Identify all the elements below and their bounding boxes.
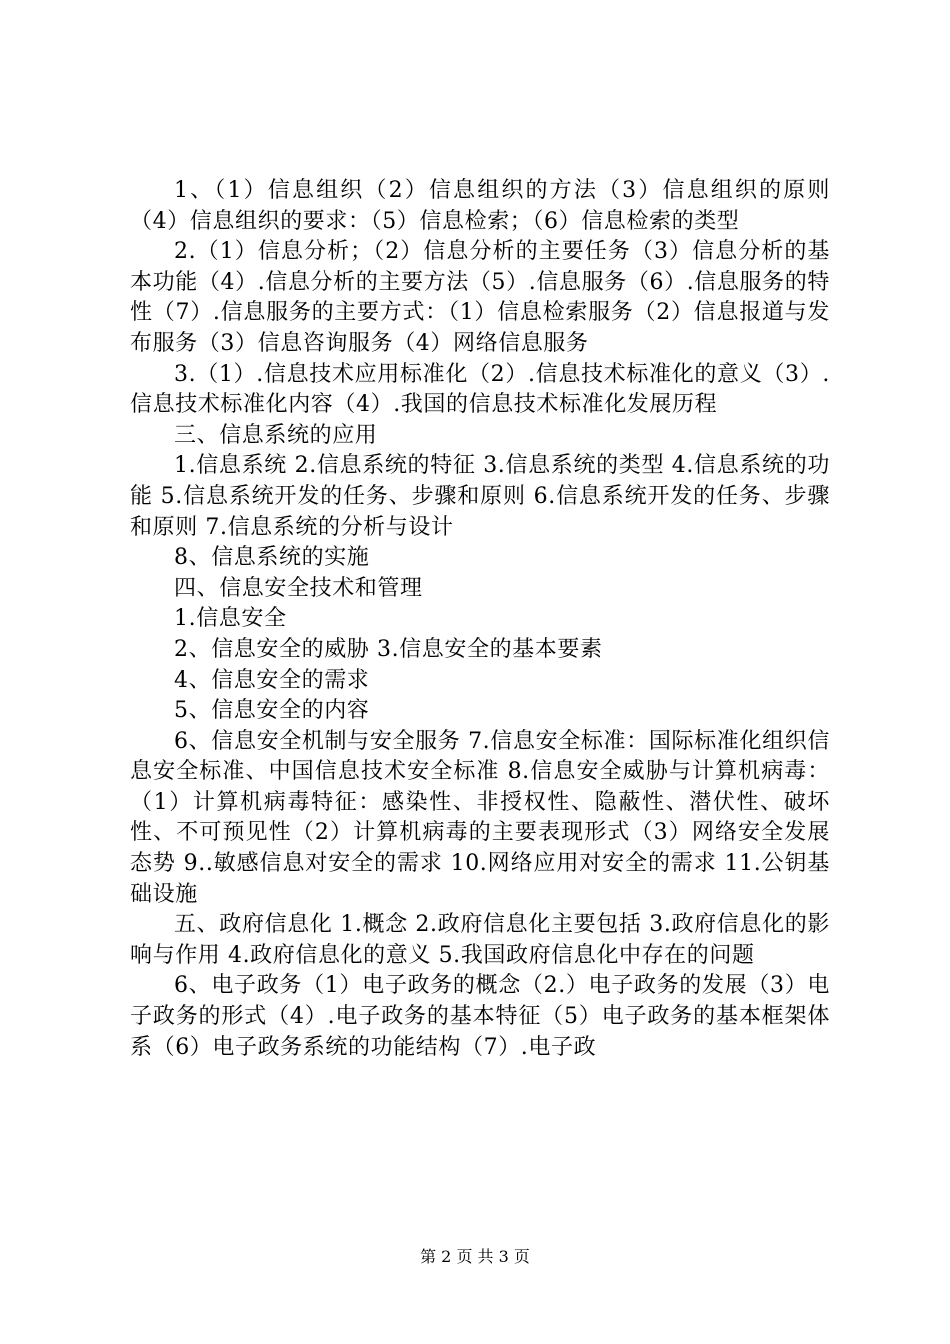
paragraph-2: 2.（1）信息分析；（2）信息分析的主要任务（3）信息分析的基本功能（4）.信息分析的主要方法（5）.信息服务（6）.信息服务的特性（7）.信息服务的主要方式：（1）信息检索服务（2）信息报道与发布服务（3）信息咨询服务（4）网络信息服务 bbox=[130, 239, 830, 356]
paragraph-11: 5、信息安全的内容 bbox=[174, 698, 370, 724]
paragraph-10: 4、信息安全的需求 bbox=[174, 667, 370, 693]
document-body bbox=[130, 176, 830, 1063]
section-heading-3: 三、信息系统的应用 bbox=[174, 422, 378, 448]
paragraph-6: 8、信息系统的实施 bbox=[174, 545, 370, 571]
paragraph-14: 6、电子政务（1）电子政务的概念（2.）电子政务的发展（3）电子政务的形式（4）.电子政务的基本特征（5）电子政务的基本框架体系（6）电子政务系统的功能结构（7）.电子政 bbox=[130, 973, 830, 1060]
paragraph-5: 1.信息系统 2.信息系统的特征 3.信息系统的类型 4.信息系统的功能 5.信息系统开发的任务、步骤和原则 6.信息系统开发的任务、步骤和原则 7.信息系统的分析与设计 bbox=[130, 453, 830, 540]
paragraph-1: 1、（1）信息组织（2）信息组织的方法（3）信息组织的原则（4）信息组织的要求：（5）信息检索；（6）信息检索的类型 bbox=[130, 178, 830, 234]
paragraph-9: 2、信息安全的威胁 3.信息安全的基本要素 bbox=[174, 636, 603, 662]
paragraph-12: 6、信息安全机制与安全服务 7.信息安全标准：国际标准化组织信息安全标准、中国信息技术安全标准 8.信息安全威胁与计算机病毒：（1）计算机病毒特征：感染性、非授权性、隐蔽性、潜伏性、破坏性、不可预见性（2）计算机病毒的主要表现形式（3）网络安全发展态势 9..敏感信息对安全的需求 10.网络应用对安全的需求 11.公钥基础设施 bbox=[130, 728, 830, 907]
paragraph-13: 五、政府信息化 1.概念 2.政府信息化主要包括 3.政府信息化的影响与作用 4.政府信息化的意义 5.我国政府信息化中存在的问题 bbox=[130, 912, 830, 968]
paragraph-3: 3.（1）.信息技术应用标准化（2）.信息技术标准化的意义（3）.信息技术标准化内容（4）.我国的信息技术标准化发展历程 bbox=[130, 361, 830, 418]
section-heading-4: 四、信息安全技术和管理 bbox=[174, 575, 423, 601]
paragraph-8: 1.信息安全 bbox=[174, 606, 287, 632]
page-footer: 第 2 页 共 3 页 bbox=[420, 1247, 530, 1266]
